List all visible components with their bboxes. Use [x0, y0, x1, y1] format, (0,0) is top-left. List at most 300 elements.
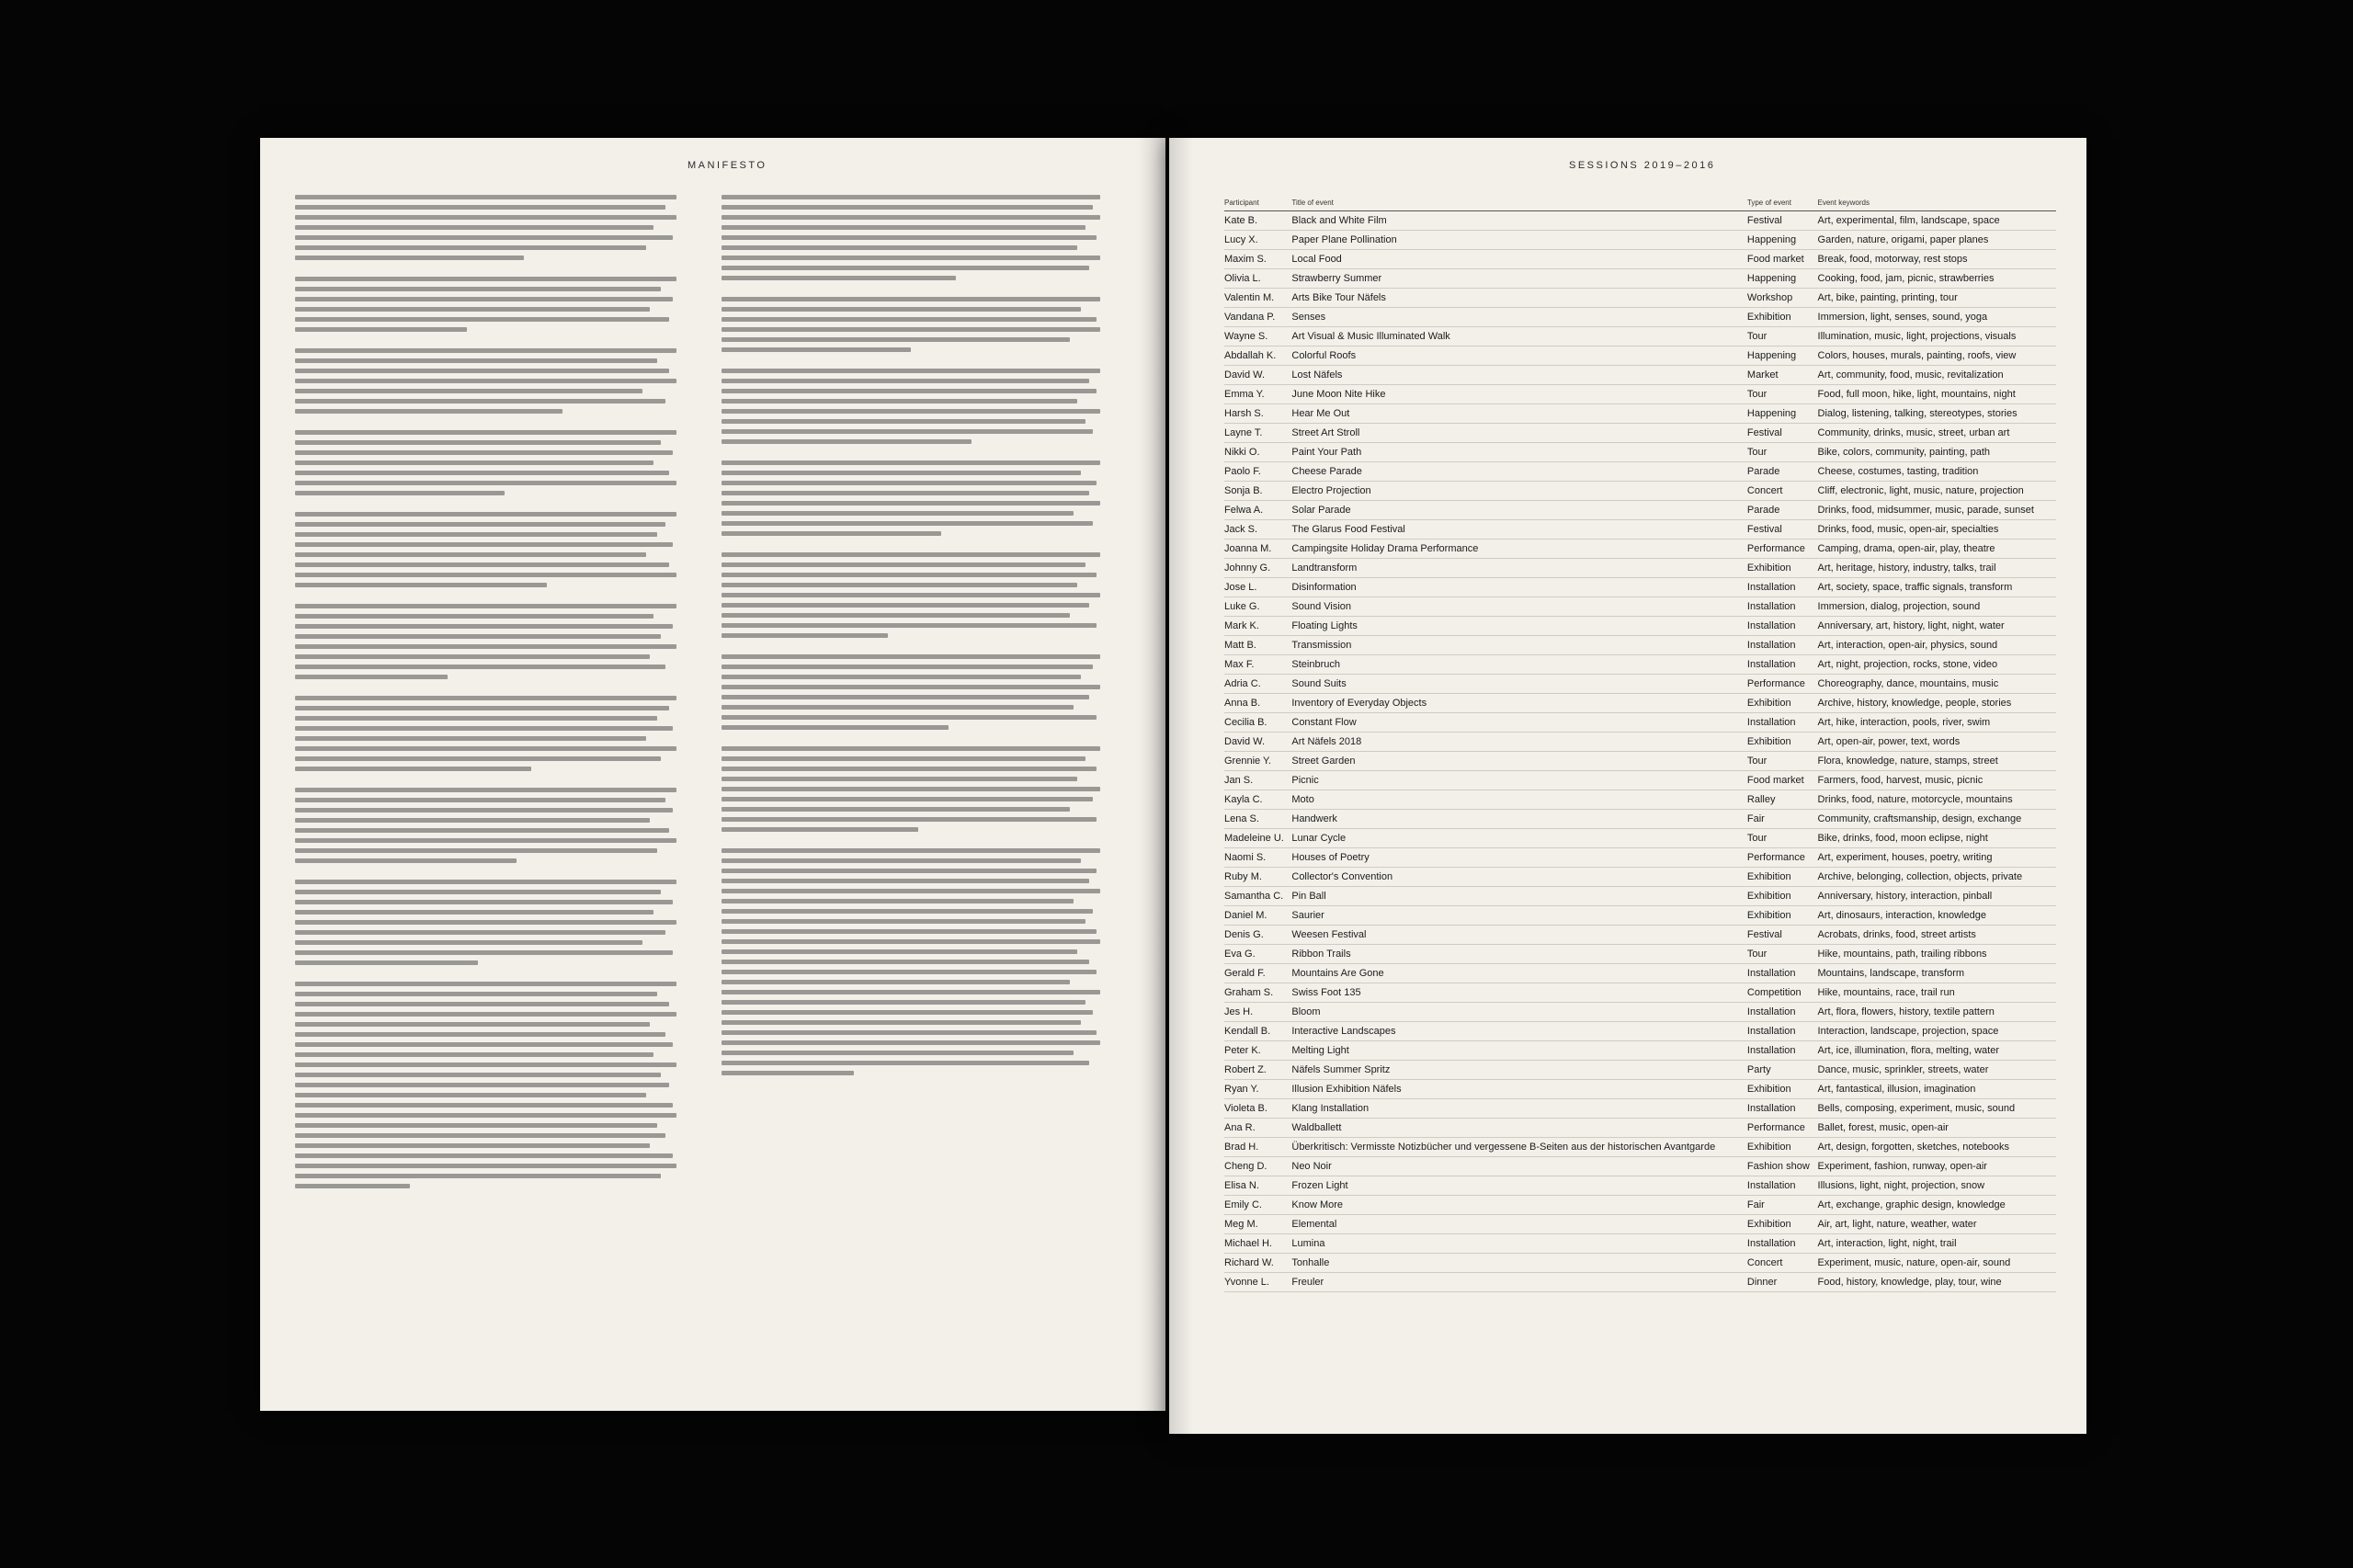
analysis-marks	[2052, 289, 2056, 308]
text-line	[295, 245, 646, 250]
table-cell: Swiss Foot 135	[1291, 983, 1747, 1003]
table-cell: Experiment, fashion, runway, open-air	[1818, 1157, 2052, 1176]
table-row	[1224, 211, 2056, 231]
table-cell: Happening	[1747, 231, 1818, 250]
table-cell: Installation	[1747, 964, 1818, 983]
text-line	[722, 481, 1097, 485]
text-line	[722, 583, 1077, 587]
text-line	[295, 409, 563, 414]
table-cell: Hike, mountains, race, trail run	[1818, 983, 2052, 1003]
text-line	[295, 450, 673, 455]
table-cell: Exhibition	[1747, 694, 1818, 713]
table-cell: Tour	[1747, 385, 1818, 404]
text-line	[722, 511, 1074, 516]
table-cell: Landtransform	[1291, 559, 1747, 578]
table-cell: Archive, belonging, collection, objects, private	[1818, 868, 2052, 887]
table-cell: Max F.	[1224, 655, 1291, 675]
table-cell: Choreography, dance, mountains, music	[1818, 675, 2052, 694]
table-cell: Bloom	[1291, 1003, 1747, 1022]
table-row	[1224, 906, 2056, 926]
table-row	[1224, 945, 2056, 964]
analysis-marks	[2052, 675, 2056, 694]
text-line	[722, 215, 1100, 220]
text-line	[722, 960, 1089, 964]
text-line	[295, 818, 650, 823]
table-cell: Abdallah K.	[1224, 347, 1291, 366]
table-cell: Sonja B.	[1224, 482, 1291, 501]
text-line	[295, 307, 650, 312]
table-row	[1224, 1099, 2056, 1119]
table-cell: Festival	[1747, 211, 1818, 231]
text-line	[295, 644, 676, 649]
running-head-left: MANIFESTO	[688, 160, 767, 171]
table-cell: Market	[1747, 366, 1818, 385]
table-cell: Tour	[1747, 327, 1818, 347]
analysis-marks	[2052, 1254, 2056, 1273]
table-cell: Sound Vision	[1291, 597, 1747, 617]
table-cell: Grennie Y.	[1224, 752, 1291, 771]
table-cell: Acrobats, drinks, food, street artists	[1818, 926, 2052, 945]
text-line	[722, 980, 1070, 984]
table-cell: Michael H.	[1224, 1234, 1291, 1254]
table-cell: Anniversary, art, history, light, night, water	[1818, 617, 2052, 636]
analysis-marks	[2052, 868, 2056, 887]
text-line	[722, 317, 1097, 322]
text-line	[295, 297, 673, 301]
table-cell: Collector's Convention	[1291, 868, 1747, 887]
text-line	[295, 1164, 676, 1168]
table-cell: Eva G.	[1224, 945, 1291, 964]
table-cell: Installation	[1747, 1022, 1818, 1041]
table-cell: Cliff, electronic, light, music, nature, projection	[1818, 482, 2052, 501]
text-line	[722, 949, 1077, 954]
table-cell: Experiment, music, nature, open-air, sound	[1818, 1254, 2052, 1273]
text-line	[722, 654, 1100, 659]
text-line	[722, 195, 1100, 199]
table-cell: Senses	[1291, 308, 1747, 327]
table-cell: Interaction, landscape, projection, space	[1818, 1022, 2052, 1041]
table-cell: Kayla C.	[1224, 790, 1291, 810]
text-line	[722, 399, 1077, 403]
text-line	[722, 1010, 1093, 1015]
table-cell: Lucy X.	[1224, 231, 1291, 250]
text-line	[722, 787, 1100, 791]
analysis-marks	[2052, 462, 2056, 482]
text-line	[722, 1071, 854, 1075]
text-line	[295, 1002, 669, 1006]
text-line	[295, 562, 669, 567]
table-cell: Maxim S.	[1224, 250, 1291, 269]
text-line	[722, 817, 1097, 822]
table-cell: Jose L.	[1224, 578, 1291, 597]
text-line	[295, 1103, 673, 1108]
table-cell: Jes H.	[1224, 1003, 1291, 1022]
table-row	[1224, 540, 2056, 559]
table-row	[1224, 1254, 2056, 1273]
table-cell: Paolo F.	[1224, 462, 1291, 482]
table-cell: Handwerk	[1291, 810, 1747, 829]
table-row	[1224, 636, 2056, 655]
text-line	[722, 633, 888, 638]
table-cell: Melting Light	[1291, 1041, 1747, 1061]
table-cell: Solar Parade	[1291, 501, 1747, 520]
table-cell: Lunar Cycle	[1291, 829, 1747, 848]
table-row	[1224, 1138, 2056, 1157]
text-line	[722, 327, 1100, 332]
text-line	[295, 930, 665, 935]
table-cell: Exhibition	[1747, 906, 1818, 926]
analysis-marks	[2052, 983, 2056, 1003]
table-cell: Art, night, projection, rocks, stone, video	[1818, 655, 2052, 675]
table-row	[1224, 231, 2056, 250]
table-cell: Festival	[1747, 926, 1818, 945]
column-header: Participant	[1224, 199, 1291, 211]
text-line	[295, 317, 669, 322]
table-cell: Daniel M.	[1224, 906, 1291, 926]
text-line	[295, 491, 505, 495]
analysis-marks	[2052, 1119, 2056, 1138]
table-cell: Ryan Y.	[1224, 1080, 1291, 1099]
analysis-marks	[2052, 1099, 2056, 1119]
table-row	[1224, 578, 2056, 597]
text-line	[295, 798, 665, 802]
text-line	[295, 726, 673, 731]
table-cell: Break, food, motorway, rest stops	[1818, 250, 2052, 269]
table-cell: Exhibition	[1747, 559, 1818, 578]
analysis-marks	[2052, 829, 2056, 848]
table-row	[1224, 520, 2056, 540]
text-line	[722, 429, 1093, 434]
text-line	[722, 715, 1097, 720]
table-row	[1224, 1157, 2056, 1176]
text-line	[295, 1143, 650, 1148]
table-cell: The Glarus Food Festival	[1291, 520, 1747, 540]
table-cell: Strawberry Summer	[1291, 269, 1747, 289]
text-line	[722, 225, 1086, 230]
analysis-marks	[2052, 366, 2056, 385]
table-cell: Installation	[1747, 578, 1818, 597]
text-line	[722, 685, 1100, 689]
table-cell: Elemental	[1291, 1215, 1747, 1234]
analysis-marks	[2052, 385, 2056, 404]
text-line	[295, 920, 676, 925]
table-cell: Food, history, knowledge, play, tour, wine	[1818, 1273, 2052, 1292]
text-line	[295, 225, 654, 230]
text-line	[295, 369, 669, 373]
analysis-marks	[2052, 327, 2056, 347]
analysis-marks	[2052, 694, 2056, 713]
text-line	[295, 542, 673, 547]
table-row	[1224, 269, 2056, 289]
table-row	[1224, 983, 2056, 1003]
text-line	[295, 460, 654, 465]
table-cell: Dance, music, sprinkler, streets, water	[1818, 1061, 2052, 1080]
table-cell: Harsh S.	[1224, 404, 1291, 424]
table-cell: Überkritisch: Vermisste Notizbücher und vergessene B-Seiten aus der historischen Avantgarde	[1291, 1138, 1747, 1157]
text-line	[295, 1123, 657, 1128]
table-cell: Black and White Film	[1291, 211, 1747, 231]
text-line	[295, 848, 657, 853]
analysis-marks	[2052, 250, 2056, 269]
table-cell: Festival	[1747, 424, 1818, 443]
table-cell: Robert Z.	[1224, 1061, 1291, 1080]
text-line	[722, 389, 1097, 393]
table-cell: Meg M.	[1224, 1215, 1291, 1234]
table-cell: Ralley	[1747, 790, 1818, 810]
table-cell: Colorful Roofs	[1291, 347, 1747, 366]
text-line	[722, 562, 1086, 567]
table-row	[1224, 250, 2056, 269]
table-row	[1224, 655, 2056, 675]
text-line	[722, 939, 1100, 944]
text-line	[295, 614, 654, 619]
column-header: Event keywords	[1818, 199, 2052, 211]
table-cell: Jack S.	[1224, 520, 1291, 540]
table-cell: Drinks, food, midsummer, music, parade, sunset	[1818, 501, 2052, 520]
text-line	[722, 695, 1089, 699]
table-row	[1224, 1022, 2056, 1041]
table-cell: Pin Ball	[1291, 887, 1747, 906]
table-cell: Hike, mountains, path, trailing ribbons	[1818, 945, 2052, 964]
table-cell: Art, community, food, music, revitalization	[1818, 366, 2052, 385]
table-cell: Installation	[1747, 597, 1818, 617]
text-line	[295, 471, 669, 475]
table-cell: Paper Plane Pollination	[1291, 231, 1747, 250]
table-cell: Art, open-air, power, text, words	[1818, 733, 2052, 752]
table-cell: Art Visual & Music Illuminated Walk	[1291, 327, 1747, 347]
table-cell: Naomi S.	[1224, 848, 1291, 868]
table-row	[1224, 404, 2056, 424]
text-line	[295, 256, 524, 260]
table-cell: David W.	[1224, 366, 1291, 385]
table-cell: Know More	[1291, 1196, 1747, 1215]
table-cell: Concert	[1747, 1254, 1818, 1273]
text-line	[722, 439, 972, 444]
table-cell: Brad H.	[1224, 1138, 1291, 1157]
table-cell: Art, ice, illumination, flora, melting, water	[1818, 1041, 2052, 1061]
text-line	[295, 552, 646, 557]
table-cell: Exhibition	[1747, 733, 1818, 752]
table-cell: Exhibition	[1747, 1215, 1818, 1234]
table-cell: Party	[1747, 1061, 1818, 1080]
table-cell: Anniversary, history, interaction, pinball	[1818, 887, 2052, 906]
analysis-marks	[2052, 520, 2056, 540]
table-cell: Happening	[1747, 269, 1818, 289]
text-line	[295, 665, 665, 669]
table-cell: Installation	[1747, 713, 1818, 733]
text-line	[295, 327, 467, 332]
analysis-marks	[2052, 269, 2056, 289]
table-cell: Inventory of Everyday Objects	[1291, 694, 1747, 713]
table-cell: Weesen Festival	[1291, 926, 1747, 945]
table-cell: Installation	[1747, 1234, 1818, 1254]
text-line	[295, 960, 478, 965]
table-cell: Colors, houses, murals, painting, roofs, view	[1818, 347, 2052, 366]
table-cell: June Moon Nite Hike	[1291, 385, 1747, 404]
analysis-marks	[2052, 771, 2056, 790]
text-line	[295, 858, 517, 863]
text-line	[722, 725, 949, 730]
text-line	[722, 552, 1100, 557]
analysis-marks	[2052, 1176, 2056, 1196]
table-row	[1224, 327, 2056, 347]
table-row	[1224, 810, 2056, 829]
table-row	[1224, 752, 2056, 771]
text-line	[722, 990, 1100, 994]
table-cell: Cecilia B.	[1224, 713, 1291, 733]
table-cell: Denis G.	[1224, 926, 1291, 945]
table-row	[1224, 1061, 2056, 1080]
text-line	[295, 696, 676, 700]
table-cell: Frozen Light	[1291, 1176, 1747, 1196]
text-line	[722, 807, 1070, 812]
text-line	[295, 1022, 650, 1027]
table-cell: Community, drinks, music, street, urban art	[1818, 424, 2052, 443]
table-cell: Exhibition	[1747, 1080, 1818, 1099]
table-row	[1224, 733, 2056, 752]
analysis-marks	[2052, 1234, 2056, 1254]
table-cell: Exhibition	[1747, 887, 1818, 906]
analysis-marks	[2052, 347, 2056, 366]
text-line	[722, 777, 1077, 781]
table-cell: Dialog, listening, talking, stereotypes, stories	[1818, 404, 2052, 424]
table-cell: Bells, composing, experiment, music, sound	[1818, 1099, 2052, 1119]
right-page-sessions	[1169, 138, 2086, 1434]
text-line	[295, 1113, 676, 1118]
text-line	[295, 1093, 646, 1097]
table-row	[1224, 964, 2056, 983]
table-cell: Exhibition	[1747, 868, 1818, 887]
table-cell: Kate B.	[1224, 211, 1291, 231]
text-line	[295, 788, 676, 792]
text-line	[295, 532, 657, 537]
text-line	[295, 756, 661, 761]
text-line	[722, 797, 1093, 801]
table-cell: Cheng D.	[1224, 1157, 1291, 1176]
text-line	[722, 235, 1097, 240]
text-line	[722, 307, 1081, 312]
table-cell: Fashion show	[1747, 1157, 1818, 1176]
text-line	[295, 982, 676, 986]
analysis-marks	[2052, 713, 2056, 733]
text-line	[295, 1083, 669, 1087]
text-line	[722, 756, 1086, 761]
table-cell: Dinner	[1747, 1273, 1818, 1292]
table-row	[1224, 713, 2056, 733]
table-cell: Felwa A.	[1224, 501, 1291, 520]
text-line	[722, 531, 941, 536]
analysis-marks	[2052, 1061, 2056, 1080]
text-line	[722, 675, 1081, 679]
analysis-marks	[2052, 1196, 2056, 1215]
table-row	[1224, 385, 2056, 404]
analysis-marks	[2052, 1041, 2056, 1061]
text-line	[295, 1073, 661, 1077]
running-head-right: SESSIONS 2019–2016	[1569, 160, 1716, 171]
text-line	[295, 950, 673, 955]
table-cell: Archive, history, knowledge, people, stories	[1818, 694, 2052, 713]
analysis-marks	[2052, 424, 2056, 443]
table-row	[1224, 424, 2056, 443]
analysis-marks	[2052, 501, 2056, 520]
table-row	[1224, 1273, 2056, 1292]
table-row	[1224, 771, 2056, 790]
analysis-marks	[2052, 1022, 2056, 1041]
analysis-marks	[2052, 559, 2056, 578]
table-cell: Workshop	[1747, 289, 1818, 308]
table-cell: Flora, knowledge, nature, stamps, street	[1818, 752, 2052, 771]
table-cell: Art, bike, painting, printing, tour	[1818, 289, 2052, 308]
text-line	[722, 970, 1097, 974]
text-line	[295, 940, 642, 945]
text-line	[722, 613, 1070, 618]
table-cell: Näfels Summer Spritz	[1291, 1061, 1747, 1080]
table-cell: Bike, drinks, food, moon eclipse, night	[1818, 829, 2052, 848]
text-line	[722, 705, 1074, 710]
table-cell: Electro Projection	[1291, 482, 1747, 501]
table-cell: Peter K.	[1224, 1041, 1291, 1061]
table-cell: Installation	[1747, 1041, 1818, 1061]
table-cell: Installation	[1747, 1099, 1818, 1119]
text-line	[722, 369, 1100, 373]
table-cell: Art, fantastical, illusion, imagination	[1818, 1080, 2052, 1099]
table-cell: Drinks, food, nature, motorcycle, mountains	[1818, 790, 2052, 810]
table-cell: Street Garden	[1291, 752, 1747, 771]
analysis-marks	[2052, 752, 2056, 771]
table-cell: Ruby M.	[1224, 868, 1291, 887]
text-line	[722, 379, 1089, 383]
table-cell: Food market	[1747, 250, 1818, 269]
table-cell: Art, interaction, open-air, physics, sound	[1818, 636, 2052, 655]
text-line	[295, 512, 676, 517]
table-cell: Art, society, space, traffic signals, transform	[1818, 578, 2052, 597]
table-cell: Tonhalle	[1291, 1254, 1747, 1273]
text-line	[722, 919, 1086, 924]
table-row	[1224, 597, 2056, 617]
table-cell: Food, full moon, hike, light, mountains, night	[1818, 385, 2052, 404]
analysis-marks	[2052, 790, 2056, 810]
text-line	[722, 889, 1100, 893]
table-cell: Exhibition	[1747, 1138, 1818, 1157]
table-cell: Ribbon Trails	[1291, 945, 1747, 964]
table-cell: Nikki O.	[1224, 443, 1291, 462]
analysis-marks	[2052, 482, 2056, 501]
text-line	[295, 808, 673, 812]
table-cell: Saurier	[1291, 906, 1747, 926]
text-line	[295, 900, 673, 904]
table-cell: Mountains, landscape, transform	[1818, 964, 2052, 983]
analysis-marks	[2052, 231, 2056, 250]
table-cell: Performance	[1747, 1119, 1818, 1138]
table-row	[1224, 675, 2056, 694]
table-cell: Luke G.	[1224, 597, 1291, 617]
text-line	[722, 419, 1086, 424]
table-cell: Lena S.	[1224, 810, 1291, 829]
table-cell: Tour	[1747, 945, 1818, 964]
text-line	[722, 245, 1077, 250]
table-row	[1224, 1234, 2056, 1254]
table-row	[1224, 482, 2056, 501]
analysis-marks-header	[2052, 199, 2056, 211]
text-line	[295, 205, 665, 210]
table-cell: Performance	[1747, 848, 1818, 868]
table-cell: Art, interaction, light, night, trail	[1818, 1234, 2052, 1254]
table-cell: Immersion, dialog, projection, sound	[1818, 597, 2052, 617]
analysis-marks	[2052, 887, 2056, 906]
table-cell: Tour	[1747, 829, 1818, 848]
table-cell: Art, experimental, film, landscape, space	[1818, 211, 2052, 231]
table-row	[1224, 347, 2056, 366]
